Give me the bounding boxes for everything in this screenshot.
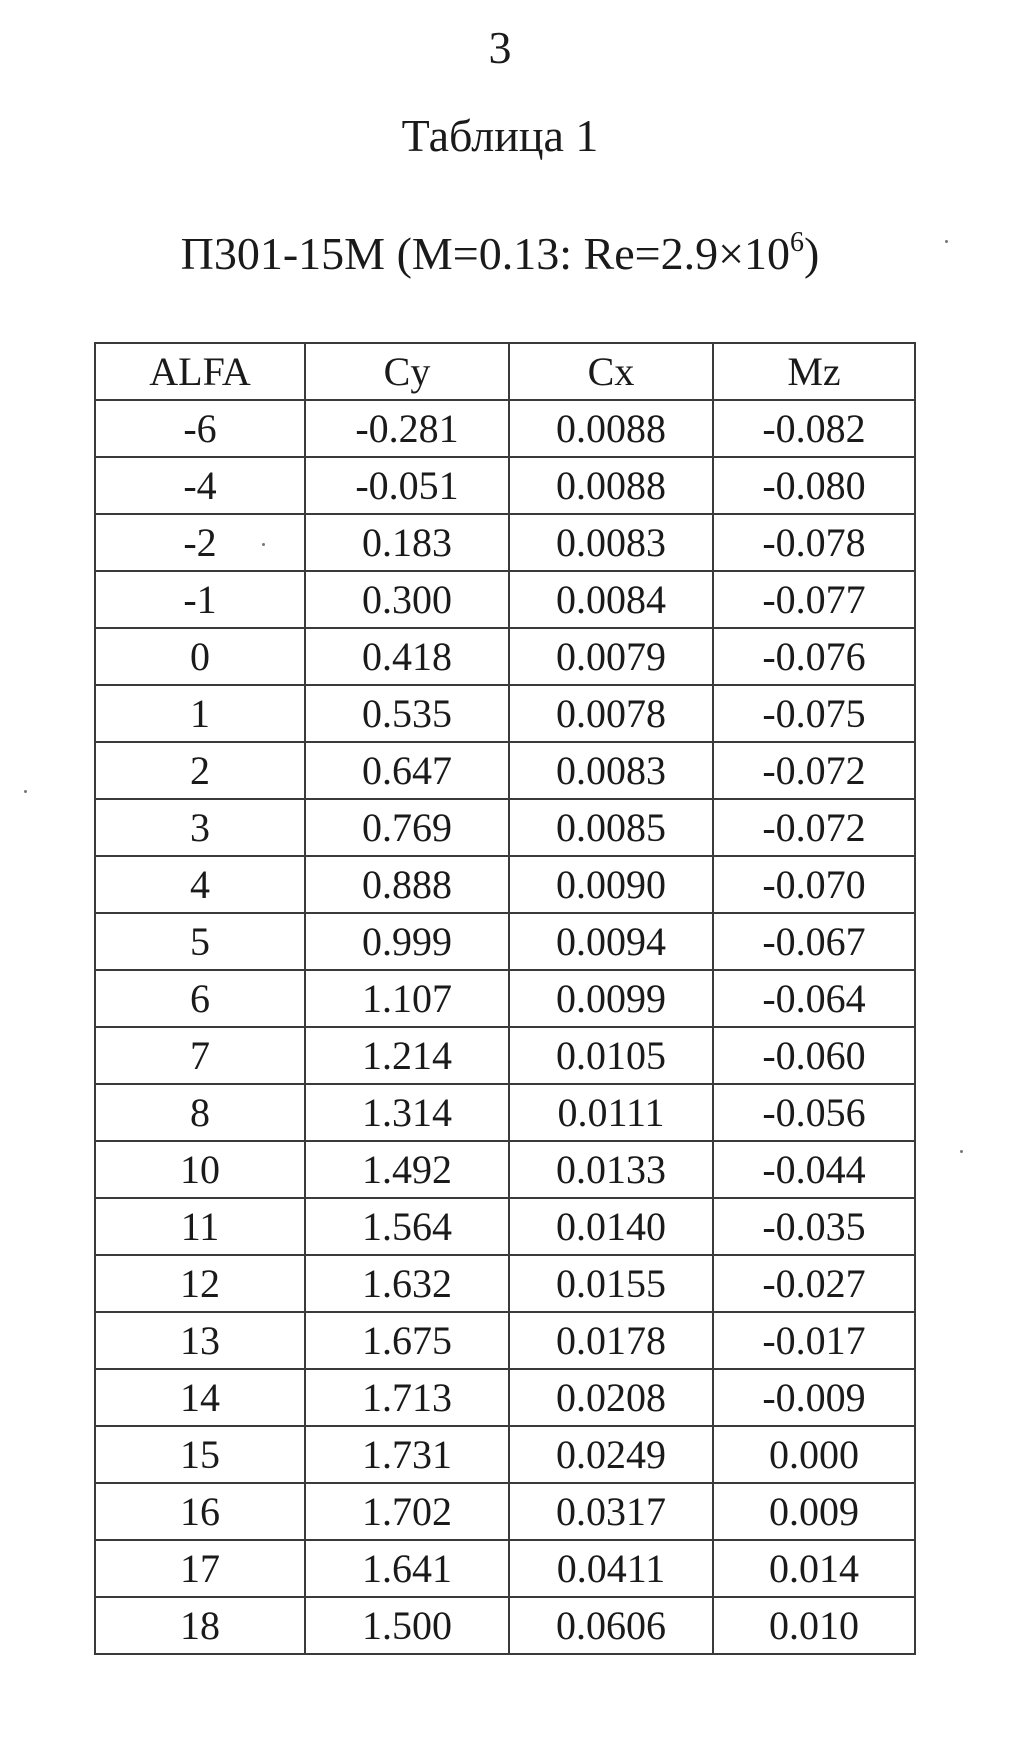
cell-cy: 0.183 [305,514,509,571]
cell-mz: 0.010 [713,1597,915,1654]
cell-cx: 0.0140 [509,1198,713,1255]
cell-alfa: 3 [95,799,305,856]
scan-speck [24,790,27,793]
cell-mz: -0.075 [713,685,915,742]
cell-cx: 0.0083 [509,742,713,799]
cell-mz: -0.072 [713,742,915,799]
cell-cx: 0.0094 [509,913,713,970]
cell-alfa: -4 [95,457,305,514]
cell-mz: -0.080 [713,457,915,514]
table-row [95,742,915,799]
header-cy: Cy [305,343,509,400]
cell-alfa: 6 [95,970,305,1027]
cell-mz: -0.076 [713,628,915,685]
cell-cx: 0.0083 [509,514,713,571]
cell-mz: -0.044 [713,1141,915,1198]
scan-speck [262,543,265,546]
header-mz: Mz [713,343,915,400]
cell-mz: 0.014 [713,1540,915,1597]
cell-cx: 0.0079 [509,628,713,685]
header-alfa: ALFA [95,343,305,400]
cell-alfa: 5 [95,913,305,970]
cell-cx: 0.0249 [509,1426,713,1483]
table-row [95,457,915,514]
cell-mz: -0.067 [713,913,915,970]
cell-cx: 0.0078 [509,685,713,742]
table-row [95,1312,915,1369]
cell-cx: 0.0085 [509,799,713,856]
cell-cy: 1.675 [305,1312,509,1369]
table-row [95,1198,915,1255]
table-row [95,1426,915,1483]
table-row [95,1540,915,1597]
table-row [95,1084,915,1141]
cell-alfa: -1 [95,571,305,628]
cell-cy: 0.999 [305,913,509,970]
cell-alfa: 12 [95,1255,305,1312]
table-row [95,970,915,1027]
table-row [95,400,915,457]
cell-cy: 0.300 [305,571,509,628]
table-row [95,628,915,685]
table-row [95,1369,915,1426]
cell-mz: -0.078 [713,514,915,571]
subtitle-exponent: 6 [790,227,805,258]
cell-cx: 0.0088 [509,400,713,457]
cell-cy: 1.314 [305,1084,509,1141]
table-subtitle [0,226,1000,289]
cell-alfa: 15 [95,1426,305,1483]
cell-alfa: 17 [95,1540,305,1597]
cell-cx: 0.0411 [509,1540,713,1597]
subtitle-closing: ) [804,228,820,279]
cell-mz: -0.072 [713,799,915,856]
cell-cy: 0.418 [305,628,509,685]
cell-cy: 1.214 [305,1027,509,1084]
cell-alfa: 8 [95,1084,305,1141]
table-row [95,1255,915,1312]
cell-mz: 0.000 [713,1426,915,1483]
cell-alfa: 18 [95,1597,305,1654]
cell-alfa: 16 [95,1483,305,1540]
header-cx: Cx [509,343,713,400]
cell-cy: 1.713 [305,1369,509,1426]
cell-cy: 1.107 [305,970,509,1027]
cell-cy: 1.731 [305,1426,509,1483]
cell-mz: -0.082 [713,400,915,457]
cell-cy: -0.281 [305,400,509,457]
cell-cx: 0.0178 [509,1312,713,1369]
cell-alfa: 1 [95,685,305,742]
cell-mz: -0.064 [713,970,915,1027]
cell-alfa: 0 [95,628,305,685]
cell-cx: 0.0111 [509,1084,713,1141]
cell-alfa: 2 [95,742,305,799]
table-body [95,400,915,1654]
cell-cy: 0.647 [305,742,509,799]
aero-coefficients-table [94,342,916,1655]
cell-cy: 0.769 [305,799,509,856]
cell-alfa: 7 [95,1027,305,1084]
cell-alfa: -2 [95,514,305,571]
cell-cy: 1.702 [305,1483,509,1540]
cell-cx: 0.0133 [509,1141,713,1198]
table-row [95,1141,915,1198]
scan-speck [960,1150,963,1153]
cell-alfa: -6 [95,400,305,457]
table-row [95,1483,915,1540]
cell-alfa: 4 [95,856,305,913]
table-row [95,514,915,571]
table-row [95,1027,915,1084]
cell-mz: -0.070 [713,856,915,913]
cell-mz: -0.009 [713,1369,915,1426]
table-row [95,913,915,970]
cell-alfa: 14 [95,1369,305,1426]
cell-cy: -0.051 [305,457,509,514]
cell-alfa: 13 [95,1312,305,1369]
subtitle-text: П301-15М (М=0.13: Re=2.9×10 [180,228,791,279]
cell-cy: 1.492 [305,1141,509,1198]
cell-mz: -0.060 [713,1027,915,1084]
cell-mz: -0.077 [713,571,915,628]
page-number: 3 [488,22,512,73]
cell-alfa: 10 [95,1141,305,1198]
table-row [95,685,915,742]
cell-cy: 1.564 [305,1198,509,1255]
cell-cy: 1.632 [305,1255,509,1312]
scan-speck [945,240,948,243]
cell-mz: 0.009 [713,1483,915,1540]
table-row [95,1597,915,1654]
cell-mz: -0.017 [713,1312,915,1369]
cell-cy: 1.500 [305,1597,509,1654]
cell-cx: 0.0606 [509,1597,713,1654]
cell-cx: 0.0208 [509,1369,713,1426]
cell-cx: 0.0090 [509,856,713,913]
cell-cx: 0.0155 [509,1255,713,1312]
table-caption: Таблица 1 [401,110,599,161]
table-row [95,799,915,856]
cell-cx: 0.0084 [509,571,713,628]
cell-mz: -0.035 [713,1198,915,1255]
cell-cy: 0.888 [305,856,509,913]
cell-cx: 0.0105 [509,1027,713,1084]
cell-cx: 0.0317 [509,1483,713,1540]
table-row [95,571,915,628]
cell-mz: -0.027 [713,1255,915,1312]
cell-mz: -0.056 [713,1084,915,1141]
cell-alfa: 11 [95,1198,305,1255]
table-header-row [95,343,915,400]
cell-cx: 0.0099 [509,970,713,1027]
cell-cy: 1.641 [305,1540,509,1597]
cell-cy: 0.535 [305,685,509,742]
cell-cx: 0.0088 [509,457,713,514]
table-row [95,856,915,913]
